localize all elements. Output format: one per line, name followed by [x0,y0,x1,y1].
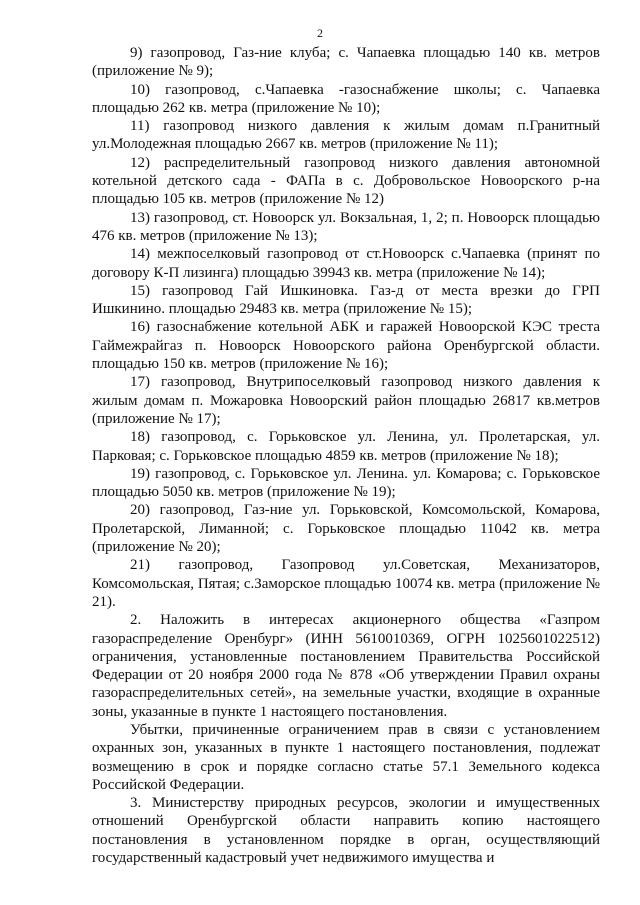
compensation-paragraph: Убытки, причиненные ограничением прав в связи с установлением охранных зон, указанных в пункте 1 настоящего постановления, подлежат возмещению в срок и порядке согласно статье 57.1 Земельного кодекса Российской Федерации. [92,721,600,793]
list-item-10: 10) газопровод, с.Чапаевка -газоснабжение школы; с. Чапаевка площадью 262 кв. метра (приложение № 10); [92,81,600,116]
page-number: 2 [317,26,323,40]
document-body [92,44,600,867]
clause-3: 3. Министерству природных ресурсов, экологии и имущественных отношений Оренбургской области направить копию настоящего постановления в установленном порядке в орган, осуществляющий государственный кадастровый учет недвижимого имущества и [92,795,600,867]
list-item-11: 11) газопровод низкого давления к жилым домам п.Гранитный ул.Молодежная площадью 2667 кв. метров (приложение № 11); [92,118,600,153]
list-item-14: 14) межпоселковый газопровод от ст.Новоорск с.Чапаевка (принят по договору К-П лизинга) площадью 39943 кв. метра (приложение № 14); [92,246,600,281]
list-item-15: 15) газопровод Гай Ишкиновка. Газ-д от места врезки до ГРП Ишкинино. площадью 29483 кв. метра (приложение № 15); [92,282,600,318]
list-item-18: 18) газопровод, с. Горьковское ул. Ленина, ул. Пролетарская, ул. Парковая; с. Горьковское площадью 4859 кв. метров (приложение № 18); [92,429,600,464]
list-item-19: 19) газопровод, с. Горьковское ул. Ленина. ул. Комарова; с. Горьковское площадью 5050 кв. метров (приложение № 19); [92,465,600,501]
list-item-13: 13) газопровод, ст. Новоорск ул. Вокзальная, 1, 2; п. Новоорск площадью 476 кв. метров (приложение № 13); [92,209,600,244]
list-item-20: 20) газопровод, Газ-ние ул. Горьковской, Комсомольской, Комарова, Пролетарской, Лиманной; с. Горьковское площадью 11042 кв. метра (приложение № 20); [92,502,600,556]
clause-2: 2. Наложить в интересах акционерного общества «Газпром газораспределение Оренбург» (ИНН 5610010369, ОГРН 1025601022512) ограничения, установленные постановлением Правительства Российской Федерации от 20 ноября 2000 года № 878 «Об утверждении Правил охраны газораспределительных сетей», на земельные участки, входящие в охранные зоны, указанные в пункте 1 настоящего постановления. [92,612,600,720]
list-item-12: 12) распределительный газопровод низкого давления автономной котельной детского сада - ФАПа в с. Добровольское Новоорского р-на площадью 105 кв. метров (приложение № 12) [92,154,600,208]
list-item-9: 9) газопровод, Газ-ние клуба; с. Чапаевка площадью 140 кв. метров (приложение № 9); [92,45,600,80]
list-item-21: 21) газопровод, Газопровод ул.Советская, Механизаторов, Комсомольская, Пятая; с.Заморское площадью 10074 кв. метра (приложение № 21). [92,557,600,610]
list-item-17: 17) газопровод, Внутрипоселковый газопровод низкого давления к жилым домам п. Можаровка Новоорский район площадью 26817 кв.метров (приложение № 17); [92,374,600,427]
list-item-16: 16) газоснабжение котельной АБК и гаражей Новоорской КЭС треста Гаймежрайгаз п. Новоорск Новоорского района Оренбургской области. площадью 150 кв. метров (приложение № 16); [92,319,600,373]
